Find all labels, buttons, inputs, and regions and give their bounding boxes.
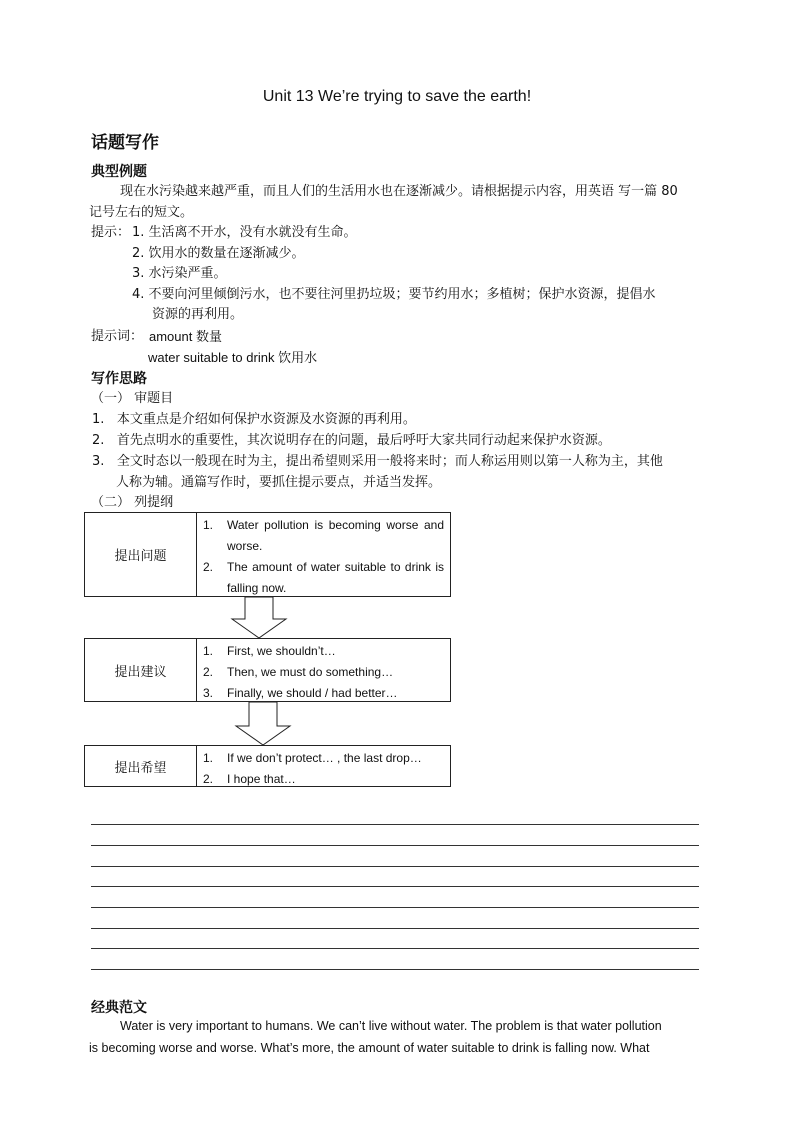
outline-item: 1. First, we shouldn’t… <box>203 644 336 658</box>
writing-line[interactable] <box>91 969 699 970</box>
prompt-line-1: 现在水污染越来越严重，而且人们的生活用水也在逐渐减少。请根据提示内容，用英语 写一篇 80 <box>120 184 678 199</box>
outline-item: 1. If we don’t protect… , the last drop… <box>203 751 422 765</box>
analysis-3: 3. 全文时态以一般现在时为主，提出希望则采用一般将来时；而人称运用则以第一人称为主，其他 <box>92 454 663 469</box>
model-essay-line-2: is becoming worse and worse. What’s more, the amount of water suitable to drink is falling now. What <box>89 1041 650 1055</box>
section-heading: 话题写作 <box>91 133 159 153</box>
outline-item: 1. Water pollution is becoming worse and worse. <box>203 518 444 553</box>
writing-line[interactable] <box>91 907 699 908</box>
outline-box-hope <box>84 745 451 787</box>
example-heading: 典型例题 <box>91 164 147 180</box>
down-arrow-icon <box>233 702 293 746</box>
outline-item: 2. The amount of water suitable to drink is falling now. <box>203 560 444 595</box>
outline-label-problem: 提出问题 <box>85 513 197 596</box>
hint-1: 1. 生活离不开水，没有水就没有生命。 <box>132 225 357 240</box>
outline-item: 2. Then, we must do something… <box>203 665 394 679</box>
outline-box-suggestion <box>84 638 451 702</box>
outline-label-suggestion: 提出建议 <box>85 639 197 701</box>
writing-line[interactable] <box>91 845 699 846</box>
outline-item: 3. Finally, we should / had better… <box>203 686 398 700</box>
hints-label: 提示： <box>91 225 131 240</box>
outline-label-hope: 提出希望 <box>85 746 197 786</box>
step-2-heading: （二） 列提纲 <box>91 495 174 510</box>
writing-line[interactable] <box>91 866 699 867</box>
writing-line[interactable] <box>91 886 699 887</box>
hint-2: 2. 饮用水的数量在逐渐减少。 <box>132 246 305 261</box>
document-title: Unit 13 We’re trying to save the earth! <box>262 88 532 105</box>
keyword-amount: amount 数量 <box>149 329 222 344</box>
model-heading: 经典范文 <box>91 1000 147 1016</box>
writing-line[interactable] <box>91 948 699 949</box>
writing-line[interactable] <box>91 928 699 929</box>
outline-box-problem <box>84 512 451 597</box>
analysis-1: 1. 本文重点是介绍如何保护水资源及水资源的再利用。 <box>92 412 416 427</box>
prompt-line-2: 记号左右的短文。 <box>89 205 194 220</box>
writing-line[interactable] <box>91 824 699 825</box>
analysis-2: 2. 首先点明水的重要性，其次说明存在的问题，最后呼吁大家共同行动起来保护水资源。 <box>92 433 611 448</box>
outline-item: 2. I hope that… <box>203 772 296 786</box>
step-1-heading: （一） 审题目 <box>91 391 174 406</box>
hint-4-continued: 资源的再利用。 <box>152 307 244 322</box>
model-essay-line-1: Water is very important to humans. We can’t live without water. The problem is that water pollution <box>120 1019 662 1033</box>
keywords-label: 提示词： <box>91 329 144 344</box>
hint-3: 3. 水污染严重。 <box>132 266 227 281</box>
thinking-heading: 写作思路 <box>91 371 147 387</box>
analysis-3-continued: 人称为辅。通篇写作时，要抓住提示要点，并适当发挥。 <box>116 475 442 490</box>
down-arrow-icon <box>229 597 289 639</box>
keyword-water: water suitable to drink 饮用水 <box>148 350 318 365</box>
hint-4: 4. 不要向河里倾倒污水，也不要往河里扔垃圾；要节约用水；多植树；保护水资源，提倡水 <box>132 287 656 302</box>
